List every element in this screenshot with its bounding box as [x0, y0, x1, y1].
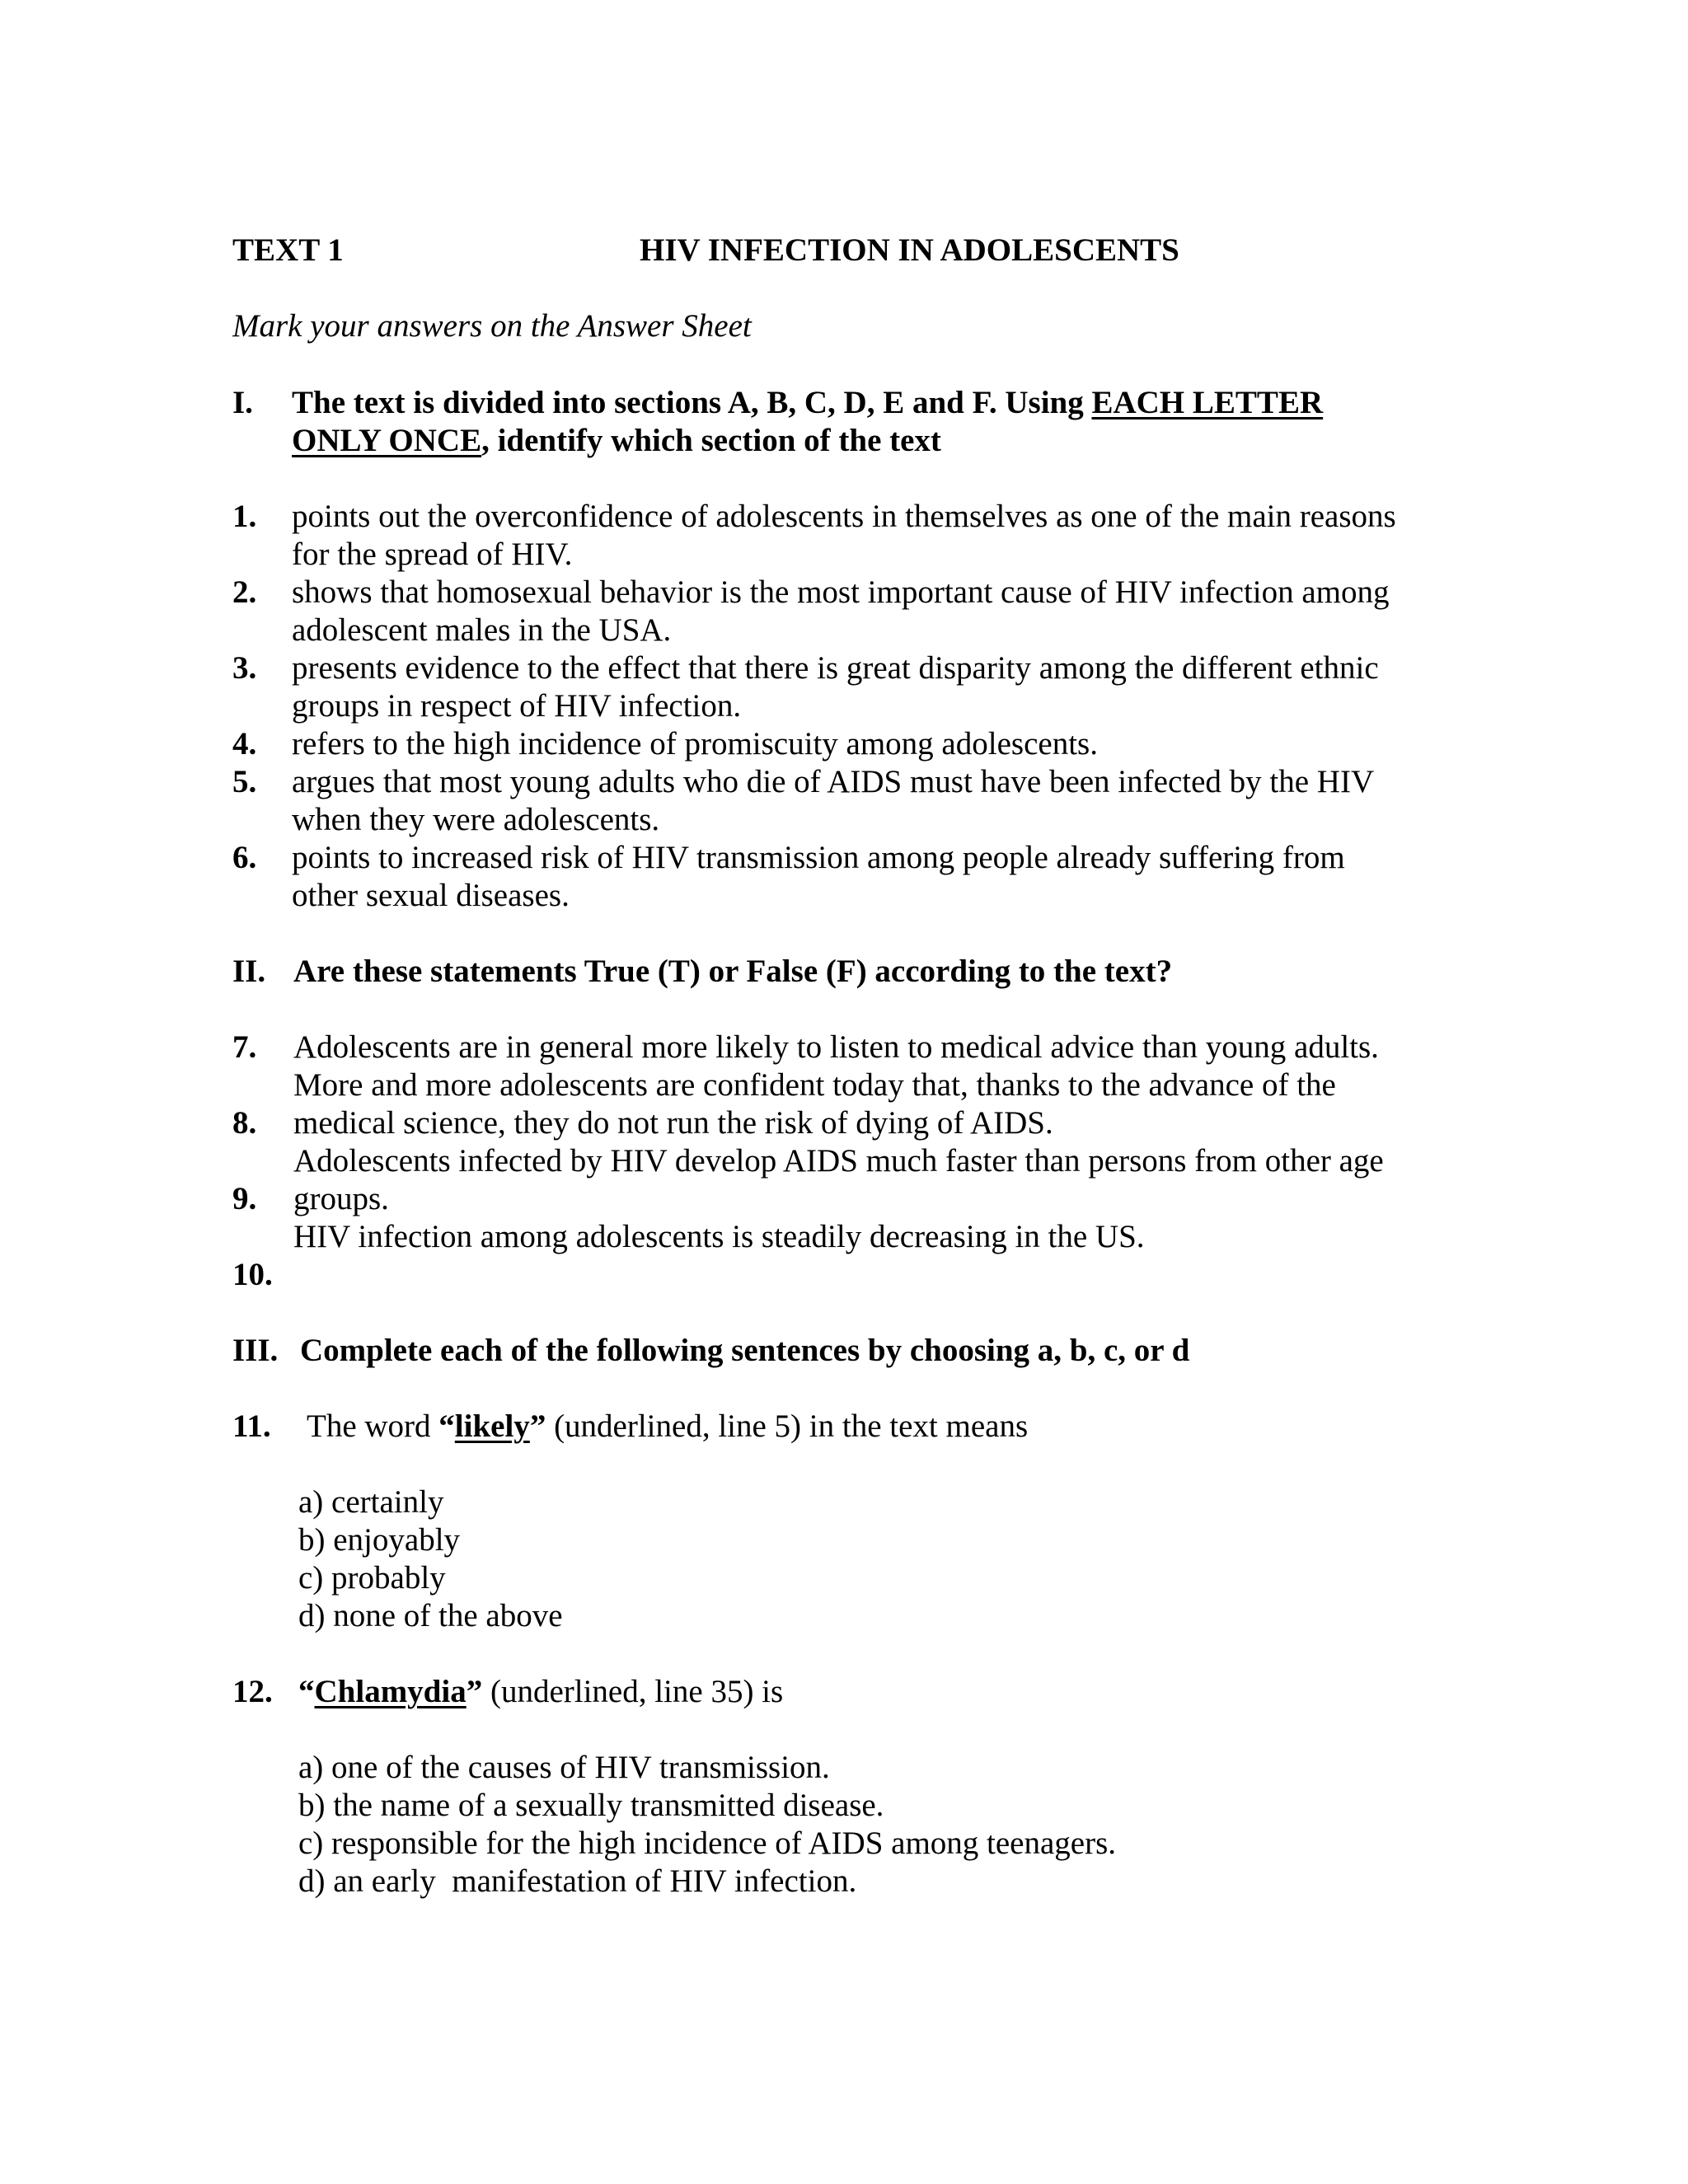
option-b: b) enjoyably — [298, 1522, 461, 1558]
statement-line: medical science, they do not run the risk of dying of AIDS. — [293, 1105, 1053, 1141]
item-text: refers to the high incidence of promiscuity among adolescents. — [292, 726, 1098, 762]
option-d: d) an early manifestation of HIV infection. — [298, 1863, 857, 1899]
question-11-number: 11. — [232, 1408, 271, 1444]
option-c: c) probably — [298, 1560, 446, 1596]
option-a: a) one of the causes of HIV transmission. — [298, 1750, 830, 1785]
statement-line: HIV infection among adolescents is steadily decreasing in the US. — [293, 1219, 1145, 1254]
item-number: 10. — [232, 1257, 273, 1292]
option-d: d) none of the above — [298, 1598, 563, 1633]
item-number: 8. — [232, 1105, 257, 1141]
item-number: 6. — [232, 840, 257, 875]
section-2-numeral: II. — [232, 954, 266, 989]
section-2-heading: Are these statements True (T) or False (F) according to the text? — [293, 954, 1173, 989]
item-text: points out the overconfidence of adolescents in themselves as one of the main reasons — [292, 499, 1396, 534]
item-number: 1. — [232, 499, 257, 534]
section-3-numeral: III. — [232, 1333, 279, 1368]
instruction-text: Mark your answers on the Answer Sheet — [232, 308, 752, 344]
page-title: HIV INFECTION IN ADOLESCENTS — [640, 232, 1179, 268]
statement-line: More and more adolescents are confident today that, thanks to the advance of the — [293, 1067, 1336, 1103]
option-b: b) the name of a sexually transmitted disease. — [298, 1788, 884, 1823]
item-number: 4. — [232, 726, 257, 762]
item-text: presents evidence to the effect that there is great disparity among the different ethnic — [292, 650, 1379, 686]
item-text-continued: for the spread of HIV. — [292, 537, 573, 572]
text-label: TEXT 1 — [232, 232, 344, 268]
section-1-heading-line-1: The text is divided into sections A, B, C, D, E and F. Using EACH LETTER — [292, 385, 1324, 420]
item-text-continued: groups in respect of HIV infection. — [292, 688, 742, 724]
question-12-number: 12. — [232, 1674, 273, 1709]
item-text: points to increased risk of HIV transmission among people already suffering from — [292, 840, 1345, 875]
item-number: 7. — [232, 1029, 257, 1065]
item-text-continued: when they were adolescents. — [292, 802, 660, 837]
item-text-continued: adolescent males in the USA. — [292, 612, 672, 648]
item-text: argues that most young adults who die of AIDS must have been infected by the HIV — [292, 764, 1375, 799]
statement-line: groups. — [293, 1181, 389, 1216]
item-number: 5. — [232, 764, 257, 799]
item-text-continued: other sexual diseases. — [292, 878, 570, 913]
question-11-text: The word “likely” (underlined, line 5) in the text means — [307, 1408, 1029, 1444]
statement-line: Adolescents are in general more likely to listen to medical advice than young adults. — [293, 1029, 1379, 1065]
section-1-heading-line-2: ONLY ONCE, identify which section of the text — [292, 423, 941, 458]
emphasis-only-once: ONLY ONCE — [292, 423, 482, 458]
item-number: 3. — [232, 650, 257, 686]
statement-line: Adolescents infected by HIV develop AIDS much faster than persons from other age — [293, 1143, 1384, 1179]
section-3-heading: Complete each of the following sentences by choosing a, b, c, or d — [300, 1333, 1190, 1368]
keyword-chlamydia: Chlamydia — [314, 1674, 467, 1709]
emphasis-each-letter: EACH LETTER — [1091, 385, 1324, 420]
item-text: shows that homosexual behavior is the most important cause of HIV infection among — [292, 574, 1390, 610]
section-1-numeral: I. — [232, 385, 253, 420]
question-12-text: “Chlamydia” (underlined, line 35) is — [298, 1674, 784, 1709]
item-number: 9. — [232, 1181, 257, 1216]
option-a: a) certainly — [298, 1484, 444, 1520]
keyword-likely: likely — [454, 1408, 530, 1444]
option-c: c) responsible for the high incidence of AIDS among teenagers. — [298, 1825, 1117, 1861]
item-number: 2. — [232, 574, 257, 610]
